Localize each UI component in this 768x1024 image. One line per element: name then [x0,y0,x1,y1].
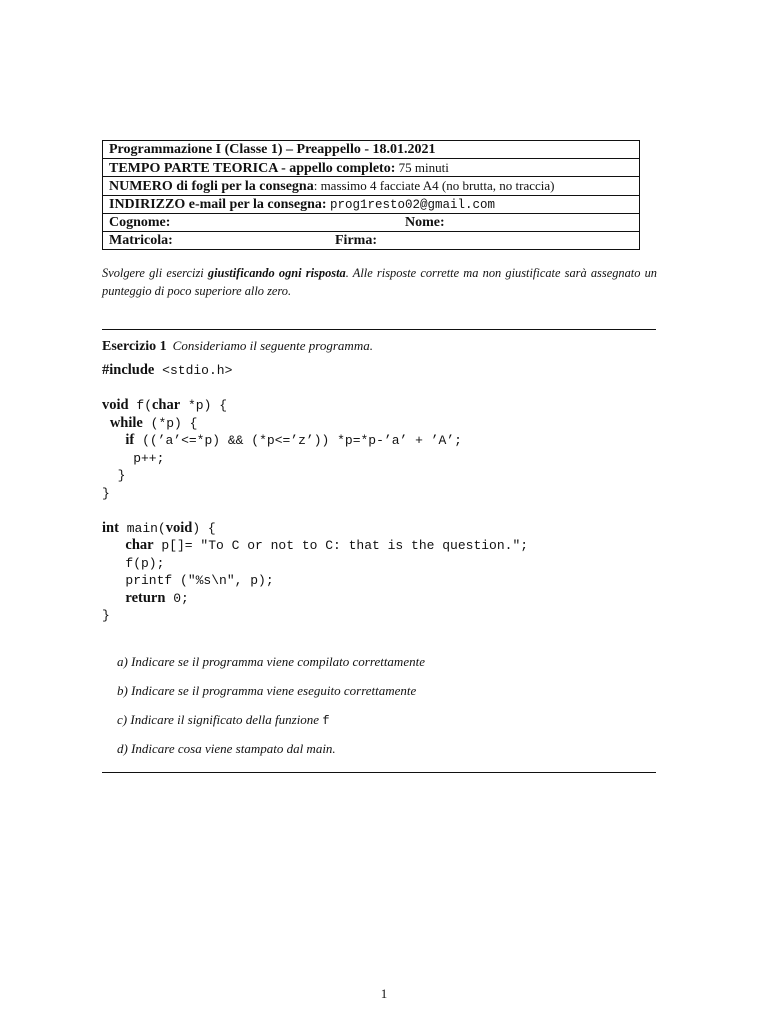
exercise-label: Esercizio 1 [102,339,167,354]
instructions-text-2: . Alle risposte corrette ma non giustificate sarà assegnato un punteggio di poco superiore allo zero. [102,266,657,298]
code-text: (*p) { [142,415,198,431]
code-line: printf ("%s\n", p); [102,573,274,588]
question-text: Indicare il significato della funzione [130,712,320,727]
code-text: *p) { [180,398,227,413]
code-keyword: void [102,397,129,413]
header-sheets-row [103,177,639,195]
exam-title: Programmazione I (Classe 1) – Preappello - 18.01.2021 [109,142,436,157]
bottom-divider [102,772,656,773]
top-divider [102,329,656,330]
code-text: ((’a’<=*p) && (*p<=’z’)) *p=*p-’a’ + ’A’; [134,433,462,448]
firma-label: Firma: [335,232,377,248]
header-id-row [103,232,639,249]
cognome-label: Cognome: [109,214,171,230]
exercise-description: Consideriamo il seguente programma. [172,338,373,353]
exam-header-table [102,140,640,250]
time-label: TEMPO PARTE TEORICA - appello completo: [109,161,396,177]
code-listing [102,362,662,625]
question-list [117,652,637,768]
code-line: } [102,485,110,501]
instructions-emphasis: giustificando ogni risposta [207,266,346,280]
code-line-blank [102,502,662,520]
code-keyword: void [165,519,193,536]
question-letter: b) [117,683,128,698]
code-line [102,520,662,538]
exercise-heading [102,338,373,355]
email-address: prog1resto02@gmail.com [330,197,496,212]
email-label: INDIRIZZO e-mail per la consegna: [109,196,327,212]
code-line: p++; [102,450,165,466]
code-line: } [102,608,110,623]
code-keyword: #include [102,362,155,378]
nome-label: Nome: [405,214,445,230]
code-keyword: char [125,537,154,553]
code-keyword: char [152,397,181,413]
code-keyword: if [125,432,135,448]
question-text: Indicare se il programma viene eseguito correttamente [131,683,417,698]
code-line: f(p); [102,555,165,571]
code-line [102,362,662,380]
code-text: ) { [192,520,216,536]
code-line [102,432,662,450]
instructions-paragraph [102,264,657,300]
question-item [117,681,637,710]
code-text: <stdio.h> [154,363,233,378]
question-letter: d) [117,741,128,756]
question-letter: c) [117,712,128,727]
sheets-value: : massimo 4 facciate A4 (no brutta, no traccia) [313,178,555,194]
code-line-blank [102,380,662,398]
code-keyword: while [109,414,143,431]
code-line [102,397,662,415]
header-name-row [103,214,639,232]
header-email-row [103,196,639,214]
code-text: main( [118,520,166,536]
code-text: f( [128,398,152,413]
code-keyword: int [102,519,119,536]
page-number: 1 [380,986,388,1001]
instructions-text-1: Svolgere gli esercizi [102,266,208,280]
code-text: p[]= "To C or not to C: that is the question."; [153,538,529,553]
question-code: f [322,714,330,728]
question-letter: a) [117,654,128,669]
code-line [102,415,662,433]
question-item [117,652,637,681]
code-keyword: return [125,589,166,606]
header-title-row [103,141,639,159]
code-line [102,590,662,608]
question-item [117,710,637,739]
code-text: 0; [165,590,189,606]
matricola-label: Matricola: [109,232,173,248]
question-item [117,739,637,768]
question-text: Indicare cosa viene stampato dal main. [131,741,336,756]
time-value: 75 minuti [395,160,449,176]
code-line [102,537,662,555]
header-time-row [103,159,639,177]
question-text: Indicare se il programma viene compilato correttamente [131,654,425,669]
code-line: } [102,468,126,483]
sheets-label: NUMERO di fogli per la consegna [109,179,314,195]
